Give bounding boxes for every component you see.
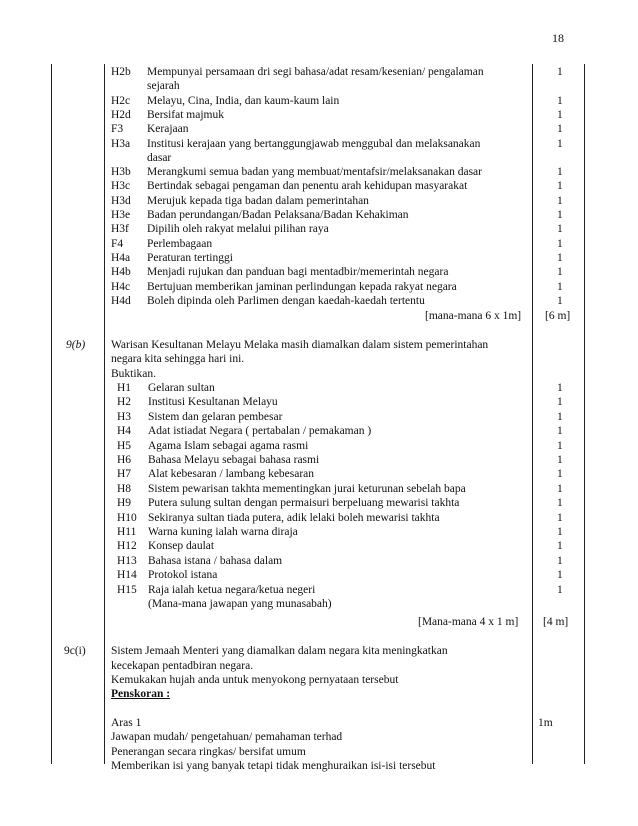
answer-text: Merangkumi semua badan yang membuat/mentafsir/melaksanakan dasar bbox=[147, 166, 482, 179]
answer-mark: 1 bbox=[557, 66, 563, 78]
answer-text: dasar bbox=[147, 151, 172, 164]
answer-code: H4b bbox=[111, 266, 131, 279]
question-text: Sistem Jemaah Menteri yang diamalkan dalam negara kita meningkatkan bbox=[111, 645, 448, 657]
answer-text: Putera sulung sultan dengan permaisuri berpeluang mewarisi takhta bbox=[148, 497, 460, 510]
answer-code: H10 bbox=[117, 511, 137, 524]
answer-text: Dipilih oleh rakyat melalui pilihan raya bbox=[147, 223, 329, 236]
answer-code: H5 bbox=[117, 439, 132, 452]
answer-mark: 1 bbox=[557, 166, 563, 179]
answer-text: Merujuk kepada tiga badan dalam pemerintahan bbox=[147, 194, 369, 207]
answer-mark: 1 bbox=[557, 294, 563, 307]
answer-mark: 1 bbox=[557, 108, 563, 121]
answer-text: Sistem pewarisan takhta mementingkan jurai keturunan sebelah bapa bbox=[148, 482, 466, 495]
answer-mark: 1 bbox=[557, 180, 563, 193]
answer-code: H2c bbox=[111, 94, 131, 107]
answer-mark: 1 bbox=[557, 123, 563, 136]
answer-mark: 1 bbox=[557, 266, 563, 279]
question-text: Kemukakan hujah anda untuk menyokong pernyataan tersebut bbox=[111, 674, 399, 686]
answer-code: H3f bbox=[111, 223, 129, 236]
answer-text: Institusi Kesultanan Melayu bbox=[148, 396, 278, 409]
answer-text: Peraturan tertinggi bbox=[147, 251, 233, 264]
answer-code: H4d bbox=[111, 294, 131, 307]
answer-text: Raja ialah ketua negara/ketua negeri bbox=[148, 583, 316, 596]
level-label: Aras 1 bbox=[111, 717, 142, 729]
answer-mark: 1 bbox=[557, 410, 563, 423]
marks-summary: [Mana-mana 4 x 1 m] bbox=[418, 616, 519, 628]
question-number: 9c(i) bbox=[64, 645, 86, 657]
answer-mark: 1 bbox=[557, 137, 563, 150]
answer-code: H3a bbox=[111, 137, 131, 150]
answer-code: H3c bbox=[111, 180, 131, 193]
answer-code: H4a bbox=[111, 251, 131, 264]
question-number: 9(b) bbox=[66, 339, 86, 351]
answer-text: Konsep daulat bbox=[148, 540, 215, 553]
answer-text: Bahasa istana / bahasa dalam bbox=[148, 554, 283, 567]
answer-code: H15 bbox=[117, 583, 137, 596]
answer-text: Kerajaan bbox=[147, 123, 189, 136]
answer-code: H7 bbox=[117, 468, 132, 481]
answer-text: Mempunyai persamaan dri segi bahasa/adat resam/kesenian/ pengalaman bbox=[147, 66, 484, 78]
answer-mark: 1 bbox=[557, 511, 563, 524]
answer-code: H2d bbox=[111, 108, 131, 121]
level-descriptor: Penerangan secara ringkas/ bersifat umum bbox=[111, 745, 306, 758]
answer-text: Perlembagaan bbox=[147, 237, 213, 250]
answer-note: (Mana-mana jawapan yang munasabah) bbox=[148, 598, 332, 610]
answer-text: Bertindak sebagai pengaman dan penentu arah kehidupan masyarakat bbox=[147, 180, 468, 193]
answer-text: Boleh dipinda oleh Parlimen dengan kaedah-kaedah tertentu bbox=[147, 294, 425, 307]
answer-text: Protokol istana bbox=[148, 569, 218, 582]
answer-text: Bahasa Melayu sebagai bahasa rasmi bbox=[148, 454, 320, 466]
question-text: negara kita sehingga hari ini. bbox=[111, 353, 245, 366]
answer-code: F3 bbox=[111, 123, 124, 136]
answer-code: H4c bbox=[111, 280, 131, 293]
answer-text: Adat istiadat Negara ( pertabalan / pemakaman ) bbox=[148, 425, 372, 438]
section-total: [4 m] bbox=[543, 616, 569, 628]
answer-text: Institusi kerajaan yang bertanggungjawab menggubal dan melaksanakan bbox=[147, 137, 481, 150]
answer-code: H6 bbox=[117, 454, 132, 466]
question-text: Buktikan. bbox=[111, 367, 157, 380]
answer-code: H3d bbox=[111, 194, 131, 207]
answer-text: Sekiranya sultan tiada putera, adik lelaki boleh mewarisi takhta bbox=[148, 511, 440, 524]
level-mark: 1m bbox=[538, 717, 553, 729]
answer-text: Melayu, Cina, India, dan kaum-kaum lain bbox=[147, 94, 340, 107]
answer-code: H3 bbox=[117, 410, 132, 423]
answer-mark: 1 bbox=[557, 237, 563, 250]
answer-code: H12 bbox=[117, 540, 137, 553]
answer-text: Menjadi rujukan dan panduan bagi mentadbir/memerintah negara bbox=[147, 266, 449, 279]
answer-text: Badan perundangan/Badan Pelaksana/Badan Kehakiman bbox=[147, 209, 409, 221]
answer-mark: 1 bbox=[557, 382, 563, 394]
answer-mark: 1 bbox=[557, 497, 563, 510]
answer-text: Bersifat majmuk bbox=[147, 108, 224, 121]
table-right-border bbox=[584, 64, 585, 764]
question-text: Warisan Kesultanan Melayu Melaka masih diamalkan dalam sistem pemerintahan bbox=[111, 339, 489, 351]
answer-code: H4 bbox=[117, 425, 132, 438]
answer-code: H14 bbox=[117, 569, 137, 582]
scoring-heading: Penskoran : bbox=[111, 688, 171, 700]
answer-code: H1 bbox=[117, 382, 132, 394]
answer-code: H3e bbox=[111, 209, 131, 221]
marks-summary: [mana-mana 6 x 1m] bbox=[425, 310, 522, 322]
table-left-border bbox=[51, 64, 52, 764]
answer-text: Agama Islam sebagai agama rasmi bbox=[148, 439, 309, 452]
answer-code: H11 bbox=[117, 526, 137, 538]
answer-text: Sistem dan gelaran pembesar bbox=[148, 410, 283, 423]
page-number: 18 bbox=[552, 31, 564, 45]
answer-mark: 1 bbox=[557, 526, 563, 538]
answer-mark: 1 bbox=[557, 569, 563, 582]
answer-code: H8 bbox=[117, 482, 132, 495]
answer-mark: 1 bbox=[557, 94, 563, 107]
answer-code: H9 bbox=[117, 497, 132, 510]
answer-mark: 1 bbox=[557, 396, 563, 409]
answer-mark: 1 bbox=[557, 251, 563, 264]
answer-text: Bertujuan memberikan jaminan perlindungan kepada rakyat negara bbox=[147, 280, 457, 293]
answer-mark: 1 bbox=[557, 583, 563, 596]
answer-mark: 1 bbox=[557, 280, 563, 293]
answer-mark: 1 bbox=[557, 468, 563, 481]
answer-text: Gelaran sultan bbox=[148, 382, 215, 394]
answer-code: H2b bbox=[111, 66, 131, 78]
answer-mark: 1 bbox=[557, 540, 563, 553]
answer-mark: 1 bbox=[557, 194, 563, 207]
level-descriptor: Memberikan isi yang banyak tetapi tidak menghuraikan isi-isi tersebut bbox=[111, 760, 436, 772]
answer-mark: 1 bbox=[557, 439, 563, 452]
column-divider-1 bbox=[104, 64, 105, 764]
column-divider-2 bbox=[532, 64, 533, 764]
answer-mark: 1 bbox=[557, 223, 563, 236]
section-total: [6 m] bbox=[545, 310, 571, 322]
question-text: kecekapan pentadbiran negara. bbox=[111, 659, 254, 672]
answer-code: F4 bbox=[111, 237, 124, 250]
answer-text: Warna kuning ialah warna diraja bbox=[148, 526, 298, 538]
answer-code: H13 bbox=[117, 554, 137, 567]
level-descriptor: Jawapan mudah/ pengetahuan/ pemahaman terhad bbox=[111, 731, 343, 743]
answer-text: Alat kebesaran / lambang kebesaran bbox=[148, 468, 315, 481]
answer-mark: 1 bbox=[557, 425, 563, 438]
answer-mark: 1 bbox=[557, 454, 563, 466]
answer-mark: 1 bbox=[557, 482, 563, 495]
answer-mark: 1 bbox=[557, 554, 563, 567]
answer-code: H2 bbox=[117, 396, 132, 409]
answer-code: H3b bbox=[111, 166, 131, 179]
answer-text: sejarah bbox=[147, 80, 180, 93]
answer-mark: 1 bbox=[557, 209, 563, 221]
